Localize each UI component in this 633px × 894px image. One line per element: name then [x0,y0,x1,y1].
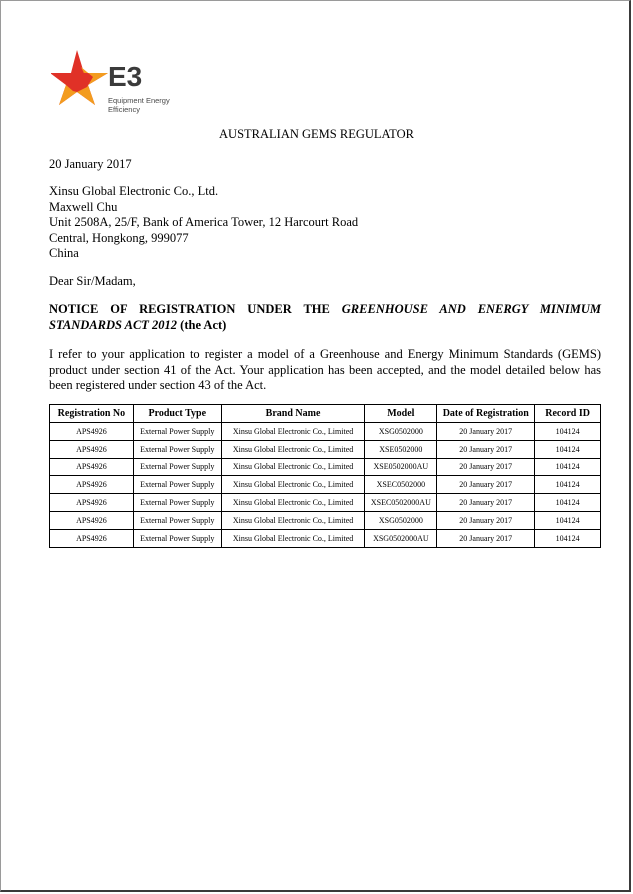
cell-model: XSE0502000 [365,440,437,458]
cell-model: XSE0502000AU [365,458,437,476]
cell-record-id: 104124 [535,423,601,441]
registration-table [49,404,601,548]
logo-subtitle-line1: Equipment Energy [108,96,170,105]
table-row [50,476,601,494]
cell-product-type: External Power Supply [133,511,221,529]
cell-product-type: External Power Supply [133,458,221,476]
salutation: Dear Sir/Madam, [49,274,136,288]
cell-model: XSG0502000 [365,423,437,441]
table-header-row [50,405,601,423]
header-record-id: Record ID [535,405,601,423]
cell-brand-name: Xinsu Global Electronic Co., Limited [221,423,365,441]
header-brand-name: Brand Name [221,405,365,423]
cell-registration-no: APS4926 [50,440,134,458]
star-icon [51,47,111,107]
body-paragraph: I refer to your application to register a model of a Greenhouse and Energy Minimum Standards (GEMS) product under section 41 of the Act. Your application has been accepted, and the model detailed below has been registered under section 43 of the Act. [49,347,601,393]
cell-product-type: External Power Supply [133,529,221,547]
cell-date: 20 January 2017 [437,494,535,512]
table-row [50,423,601,441]
address-line-street: Unit 2508A, 25/F, Bank of America Tower, 12 Harcourt Road [49,215,359,230]
cell-brand-name: Xinsu Global Electronic Co., Limited [221,440,365,458]
cell-brand-name: Xinsu Global Electronic Co., Limited [221,529,365,547]
notice-prefix: NOTICE OF REGISTRATION UNDER THE [49,302,342,316]
e3-logo [51,47,191,117]
cell-record-id: 104124 [535,511,601,529]
table-row [50,440,601,458]
page-title: AUSTRALIAN GEMS REGULATOR [219,127,414,141]
cell-brand-name: Xinsu Global Electronic Co., Limited [221,458,365,476]
logo-mark: E3 [108,61,143,92]
notice-title [49,301,601,333]
notice-act-name: GREENHOUSE AND ENERGY MINIMUM STANDARDS ACT 2012 [49,302,601,332]
cell-date: 20 January 2017 [437,458,535,476]
cell-date: 20 January 2017 [437,423,535,441]
header-registration-no: Registration No [50,405,134,423]
cell-registration-no: APS4926 [50,494,134,512]
cell-product-type: External Power Supply [133,423,221,441]
cell-brand-name: Xinsu Global Electronic Co., Limited [221,511,365,529]
cell-record-id: 104124 [535,476,601,494]
cell-model: XSG0502000 [365,511,437,529]
address-line-city: Central, Hongkong, 999077 [49,230,189,245]
cell-date: 20 January 2017 [437,440,535,458]
cell-brand-name: Xinsu Global Electronic Co., Limited [221,494,365,512]
cell-record-id: 104124 [535,440,601,458]
address-line-contact: Maxwell Chu [49,199,118,214]
address-line-country: China [49,246,79,261]
logo-subtitle-line2: Efficiency [108,105,140,114]
letter-date: 20 January 2017 [49,157,132,171]
cell-registration-no: APS4926 [50,458,134,476]
cell-registration-no: APS4926 [50,476,134,494]
header-model: Model [365,405,437,423]
cell-record-id: 104124 [535,458,601,476]
cell-record-id: 104124 [535,494,601,512]
cell-product-type: External Power Supply [133,440,221,458]
table-row [50,458,601,476]
cell-record-id: 104124 [535,529,601,547]
cell-date: 20 January 2017 [437,476,535,494]
cell-date: 20 January 2017 [437,511,535,529]
cell-product-type: External Power Supply [133,494,221,512]
header-date-of-registration: Date of Registration [437,405,535,423]
cell-model: XSEC0502000 [365,476,437,494]
logo-subtitle [108,96,170,114]
cell-product-type: External Power Supply [133,476,221,494]
cell-registration-no: APS4926 [50,511,134,529]
cell-model: XSEC0502000AU [365,494,437,512]
cell-model: XSG0502000AU [365,529,437,547]
recipient-address [49,184,358,262]
cell-date: 20 January 2017 [437,529,535,547]
cell-registration-no: APS4926 [50,423,134,441]
header-product-type: Product Type [133,405,221,423]
cell-brand-name: Xinsu Global Electronic Co., Limited [221,476,365,494]
address-line-company: Xinsu Global Electronic Co., Ltd. [49,184,219,198]
notice-suffix: (the Act) [177,318,227,332]
table-row [50,494,601,512]
table-row [50,529,601,547]
cell-registration-no: APS4926 [50,529,134,547]
table-row [50,511,601,529]
